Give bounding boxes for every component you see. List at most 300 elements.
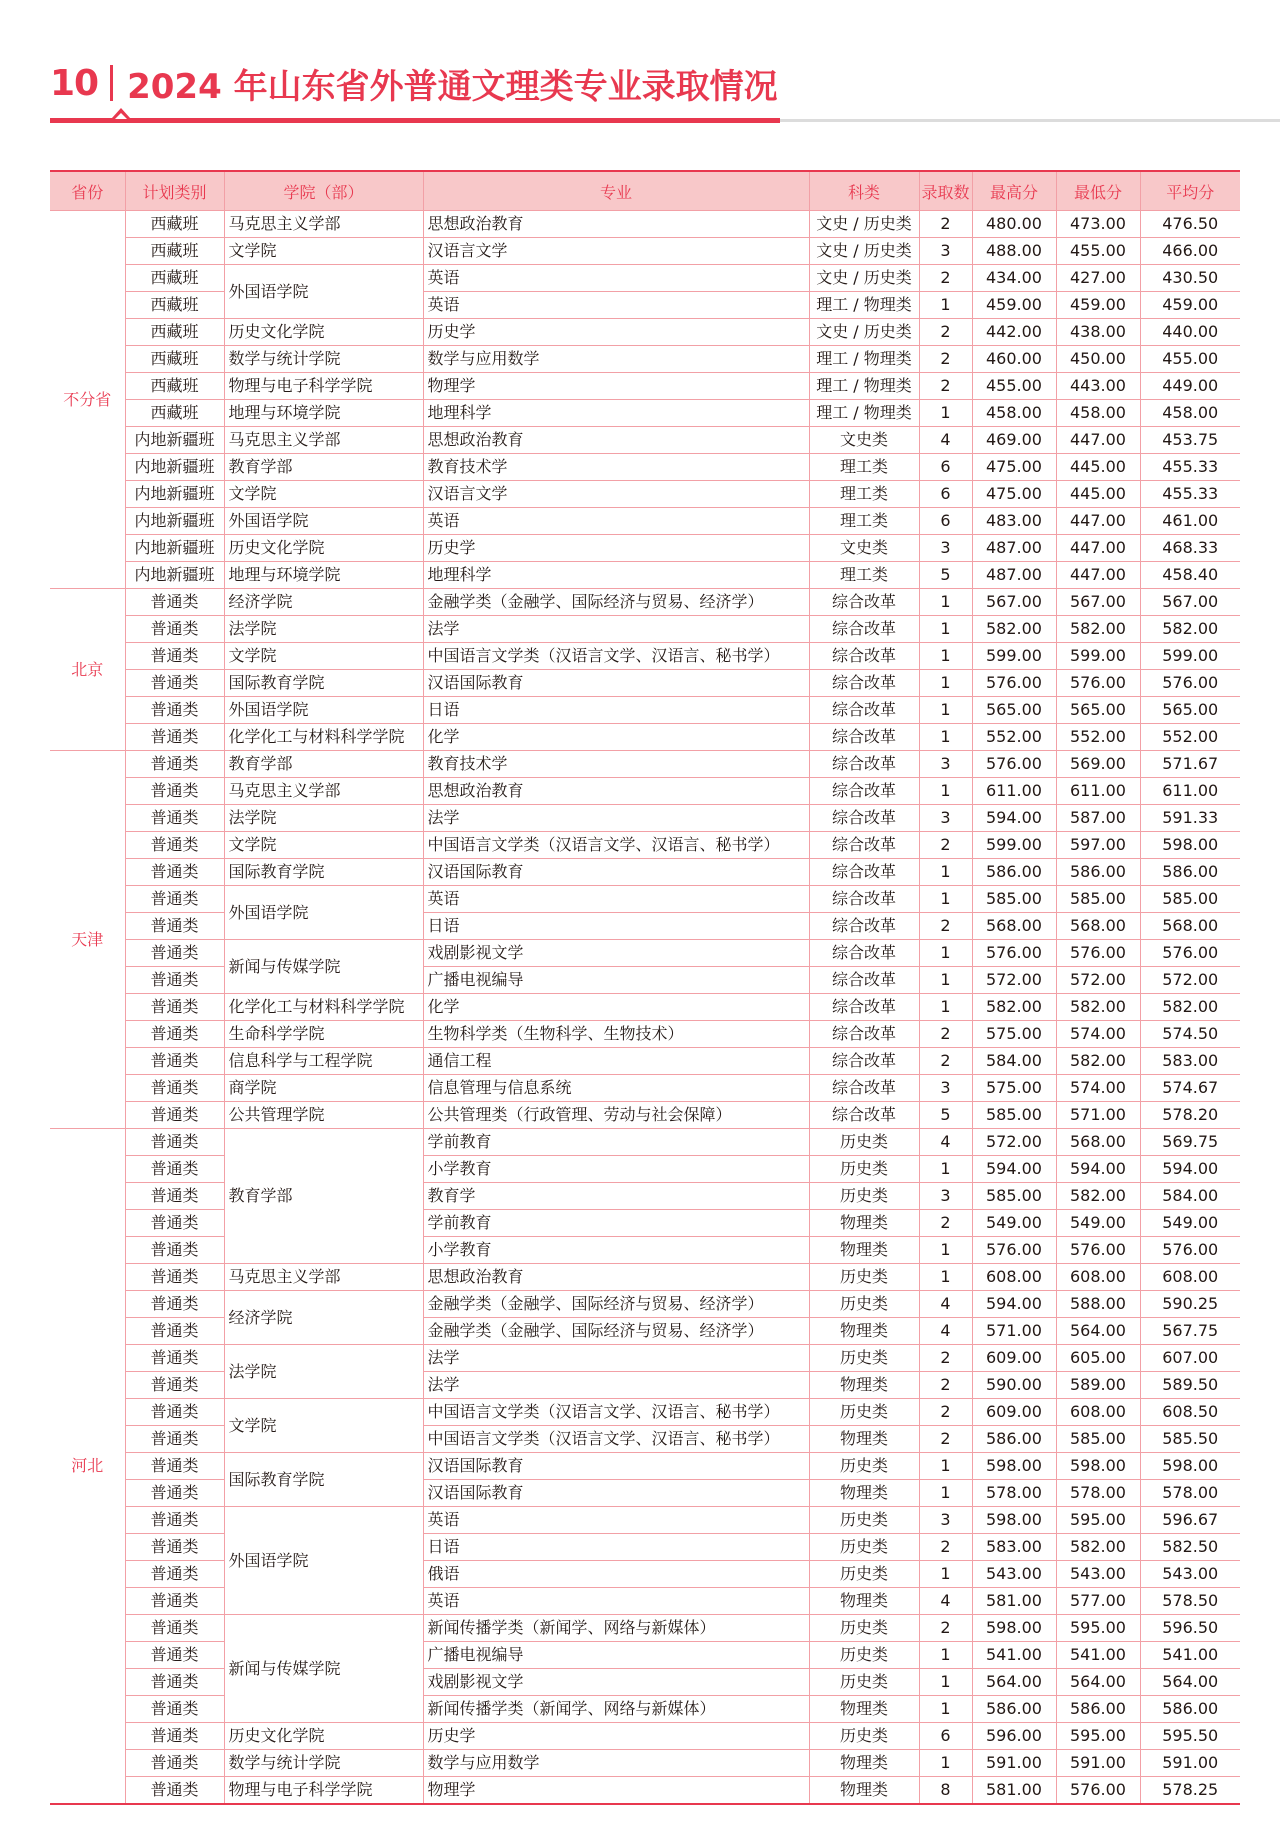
cell-college: 历史文化学院: [224, 319, 423, 346]
cell-college: 化学化工与材料科学学院: [224, 724, 423, 751]
cell-avg-score: 608.50: [1140, 1399, 1240, 1426]
cell-admitted-count: 2: [919, 1615, 972, 1642]
cell-major: 金融学类（金融学、国际经济与贸易、经济学）: [423, 1291, 809, 1318]
cell-max-score: 571.00: [972, 1318, 1056, 1345]
cell-max-score: 469.00: [972, 427, 1056, 454]
cell-admitted-count: 1: [919, 1669, 972, 1696]
cell-admitted-count: 2: [919, 346, 972, 373]
cell-subject-category: 文史 / 历史类: [809, 238, 919, 265]
cell-subject-category: 理工类: [809, 481, 919, 508]
column-header-province: 省份: [50, 171, 125, 211]
cell-plan-type: 普通类: [125, 616, 224, 643]
cell-admitted-count: 1: [919, 1453, 972, 1480]
cell-admitted-count: 1: [919, 697, 972, 724]
cell-max-score: 583.00: [972, 1534, 1056, 1561]
cell-subject-category: 历史类: [809, 1723, 919, 1750]
cell-avg-score: 591.33: [1140, 805, 1240, 832]
cell-min-score: 459.00: [1056, 292, 1140, 319]
cell-max-score: 483.00: [972, 508, 1056, 535]
cell-avg-score: 594.00: [1140, 1156, 1240, 1183]
table-row: [50, 535, 1240, 562]
cell-plan-type: 西藏班: [125, 319, 224, 346]
cell-subject-category: 物理类: [809, 1696, 919, 1723]
cell-subject-category: 文史类: [809, 427, 919, 454]
cell-min-score: 447.00: [1056, 535, 1140, 562]
cell-major: 戏剧影视文学: [423, 940, 809, 967]
cell-max-score: 576.00: [972, 940, 1056, 967]
cell-min-score: 564.00: [1056, 1318, 1140, 1345]
cell-admitted-count: 3: [919, 1183, 972, 1210]
cell-avg-score: 596.67: [1140, 1507, 1240, 1534]
cell-college: 马克思主义学部: [224, 778, 423, 805]
cell-max-score: 552.00: [972, 724, 1056, 751]
cell-plan-type: 普通类: [125, 1345, 224, 1372]
cell-college: 外国语学院: [224, 1507, 423, 1615]
cell-max-score: 585.00: [972, 1183, 1056, 1210]
cell-admitted-count: 1: [919, 778, 972, 805]
cell-admitted-count: 1: [919, 400, 972, 427]
cell-avg-score: 598.00: [1140, 1453, 1240, 1480]
cell-plan-type: 普通类: [125, 1480, 224, 1507]
cell-avg-score: 595.50: [1140, 1723, 1240, 1750]
cell-major: 日语: [423, 1534, 809, 1561]
cell-college: 教育学部: [224, 454, 423, 481]
cell-admitted-count: 2: [919, 913, 972, 940]
cell-subject-category: 综合改革: [809, 994, 919, 1021]
cell-avg-score: 582.50: [1140, 1534, 1240, 1561]
table-row: [50, 427, 1240, 454]
cell-max-score: 609.00: [972, 1345, 1056, 1372]
cell-max-score: 564.00: [972, 1669, 1056, 1696]
cell-major: 英语: [423, 1588, 809, 1615]
cell-max-score: 582.00: [972, 616, 1056, 643]
cell-min-score: 450.00: [1056, 346, 1140, 373]
table-row: [50, 1750, 1240, 1777]
cell-admitted-count: 1: [919, 1561, 972, 1588]
cell-max-score: 611.00: [972, 778, 1056, 805]
cell-avg-score: 564.00: [1140, 1669, 1240, 1696]
cell-max-score: 586.00: [972, 1426, 1056, 1453]
cell-avg-score: 607.00: [1140, 1345, 1240, 1372]
cell-subject-category: 综合改革: [809, 886, 919, 913]
cell-province: 北京: [50, 589, 125, 751]
cell-subject-category: 综合改革: [809, 1075, 919, 1102]
cell-min-score: 447.00: [1056, 562, 1140, 589]
cell-max-score: 480.00: [972, 211, 1056, 238]
cell-admitted-count: 1: [919, 1642, 972, 1669]
cell-plan-type: 普通类: [125, 832, 224, 859]
header-underline-grey: [780, 119, 1280, 122]
cell-plan-type: 普通类: [125, 913, 224, 940]
cell-admitted-count: 5: [919, 562, 972, 589]
cell-subject-category: 综合改革: [809, 1102, 919, 1129]
cell-avg-score: 458.40: [1140, 562, 1240, 589]
table-row: [50, 400, 1240, 427]
cell-college: 新闻与传媒学院: [224, 1615, 423, 1723]
cell-subject-category: 历史类: [809, 1156, 919, 1183]
cell-subject-category: 综合改革: [809, 724, 919, 751]
cell-admitted-count: 2: [919, 1210, 972, 1237]
cell-plan-type: 内地新疆班: [125, 562, 224, 589]
cell-subject-category: 综合改革: [809, 751, 919, 778]
cell-admitted-count: 3: [919, 1507, 972, 1534]
cell-major: 通信工程: [423, 1048, 809, 1075]
cell-plan-type: 普通类: [125, 1075, 224, 1102]
cell-major: 思想政治教育: [423, 427, 809, 454]
table-row: [50, 805, 1240, 832]
cell-min-score: 473.00: [1056, 211, 1140, 238]
cell-major: 生物科学类（生物科学、生物技术）: [423, 1021, 809, 1048]
cell-avg-score: 576.00: [1140, 940, 1240, 967]
table-row: [50, 1453, 1240, 1480]
cell-admitted-count: 2: [919, 832, 972, 859]
cell-subject-category: 综合改革: [809, 616, 919, 643]
cell-avg-score: 459.00: [1140, 292, 1240, 319]
table-row: [50, 724, 1240, 751]
admissions-table: [50, 170, 1240, 1805]
cell-college: 地理与环境学院: [224, 400, 423, 427]
cell-min-score: 455.00: [1056, 238, 1140, 265]
cell-major: 英语: [423, 265, 809, 292]
header-underline-red: [50, 118, 780, 123]
cell-plan-type: 普通类: [125, 1264, 224, 1291]
cell-avg-score: 591.00: [1140, 1750, 1240, 1777]
cell-major: 思想政治教育: [423, 1264, 809, 1291]
cell-subject-category: 历史类: [809, 1399, 919, 1426]
table-row: [50, 1777, 1240, 1805]
cell-min-score: 447.00: [1056, 508, 1140, 535]
cell-avg-score: 574.67: [1140, 1075, 1240, 1102]
cell-college: 商学院: [224, 1075, 423, 1102]
cell-admitted-count: 2: [919, 1372, 972, 1399]
cell-admitted-count: 2: [919, 1021, 972, 1048]
table-row: [50, 1264, 1240, 1291]
cell-avg-score: 584.00: [1140, 1183, 1240, 1210]
cell-max-score: 584.00: [972, 1048, 1056, 1075]
cell-max-score: 581.00: [972, 1777, 1056, 1805]
cell-subject-category: 综合改革: [809, 805, 919, 832]
cell-admitted-count: 2: [919, 1345, 972, 1372]
cell-max-score: 475.00: [972, 454, 1056, 481]
cell-major: 数学与应用数学: [423, 1750, 809, 1777]
cell-subject-category: 理工 / 物理类: [809, 346, 919, 373]
table-row: [50, 859, 1240, 886]
cell-min-score: 549.00: [1056, 1210, 1140, 1237]
cell-min-score: 589.00: [1056, 1372, 1140, 1399]
cell-min-score: 571.00: [1056, 1102, 1140, 1129]
cell-major: 历史学: [423, 1723, 809, 1750]
cell-admitted-count: 4: [919, 1291, 972, 1318]
cell-min-score: 587.00: [1056, 805, 1140, 832]
cell-plan-type: 普通类: [125, 805, 224, 832]
cell-major: 广播电视编导: [423, 1642, 809, 1669]
cell-admitted-count: 3: [919, 805, 972, 832]
cell-avg-score: 567.75: [1140, 1318, 1240, 1345]
cell-subject-category: 物理类: [809, 1318, 919, 1345]
cell-min-score: 594.00: [1056, 1156, 1140, 1183]
cell-major: 法学: [423, 1345, 809, 1372]
cell-plan-type: 内地新疆班: [125, 427, 224, 454]
cell-plan-type: 普通类: [125, 1210, 224, 1237]
table-row: [50, 670, 1240, 697]
cell-subject-category: 物理类: [809, 1480, 919, 1507]
cell-avg-score: 598.00: [1140, 832, 1240, 859]
cell-major: 思想政治教育: [423, 778, 809, 805]
cell-province: 不分省: [50, 211, 125, 589]
cell-plan-type: 普通类: [125, 1399, 224, 1426]
cell-subject-category: 理工 / 物理类: [809, 400, 919, 427]
table-row: [50, 1507, 1240, 1534]
cell-subject-category: 历史类: [809, 1507, 919, 1534]
cell-major: 教育技术学: [423, 751, 809, 778]
cell-plan-type: 普通类: [125, 1183, 224, 1210]
table-body: [50, 211, 1240, 1805]
cell-college: 生命科学学院: [224, 1021, 423, 1048]
cell-avg-score: 590.25: [1140, 1291, 1240, 1318]
cell-major: 戏剧影视文学: [423, 1669, 809, 1696]
cell-subject-category: 物理类: [809, 1777, 919, 1805]
table-row: [50, 886, 1240, 913]
cell-max-score: 565.00: [972, 697, 1056, 724]
cell-avg-score: 583.00: [1140, 1048, 1240, 1075]
cell-college: 文学院: [224, 1399, 423, 1453]
cell-admitted-count: 1: [919, 859, 972, 886]
cell-avg-score: 568.00: [1140, 913, 1240, 940]
cell-admitted-count: 3: [919, 535, 972, 562]
cell-min-score: 427.00: [1056, 265, 1140, 292]
cell-major: 公共管理类（行政管理、劳动与社会保障）: [423, 1102, 809, 1129]
cell-max-score: 576.00: [972, 751, 1056, 778]
cell-min-score: 552.00: [1056, 724, 1140, 751]
cell-major: 中国语言文学类（汉语言文学、汉语言、秘书学）: [423, 1399, 809, 1426]
cell-subject-category: 理工类: [809, 508, 919, 535]
cell-min-score: 582.00: [1056, 1534, 1140, 1561]
cell-subject-category: 物理类: [809, 1372, 919, 1399]
cell-min-score: 438.00: [1056, 319, 1140, 346]
cell-plan-type: 普通类: [125, 1426, 224, 1453]
cell-subject-category: 历史类: [809, 1642, 919, 1669]
cell-college: 新闻与传媒学院: [224, 940, 423, 994]
cell-plan-type: 普通类: [125, 1588, 224, 1615]
cell-admitted-count: 2: [919, 1048, 972, 1075]
cell-major: 汉语言文学: [423, 481, 809, 508]
cell-admitted-count: 6: [919, 1723, 972, 1750]
cell-plan-type: 内地新疆班: [125, 454, 224, 481]
table-row: [50, 940, 1240, 967]
cell-max-score: 586.00: [972, 1696, 1056, 1723]
cell-subject-category: 文史 / 历史类: [809, 265, 919, 292]
cell-plan-type: 普通类: [125, 1291, 224, 1318]
cell-avg-score: 565.00: [1140, 697, 1240, 724]
table-row: [50, 319, 1240, 346]
cell-avg-score: 586.00: [1140, 859, 1240, 886]
cell-plan-type: 普通类: [125, 1750, 224, 1777]
cell-college: 外国语学院: [224, 265, 423, 319]
cell-major: 学前教育: [423, 1210, 809, 1237]
cell-admitted-count: 1: [919, 292, 972, 319]
cell-avg-score: 608.00: [1140, 1264, 1240, 1291]
cell-admitted-count: 1: [919, 724, 972, 751]
cell-min-score: 608.00: [1056, 1399, 1140, 1426]
cell-subject-category: 历史类: [809, 1183, 919, 1210]
table-row: [50, 346, 1240, 373]
cell-avg-score: 458.00: [1140, 400, 1240, 427]
header-notch-inner: [115, 113, 127, 119]
cell-plan-type: 普通类: [125, 1453, 224, 1480]
cell-min-score: 595.00: [1056, 1723, 1140, 1750]
cell-plan-type: 西藏班: [125, 265, 224, 292]
cell-max-score: 543.00: [972, 1561, 1056, 1588]
cell-min-score: 576.00: [1056, 670, 1140, 697]
cell-min-score: 595.00: [1056, 1507, 1140, 1534]
cell-major: 汉语国际教育: [423, 859, 809, 886]
cell-subject-category: 综合改革: [809, 913, 919, 940]
cell-subject-category: 综合改革: [809, 967, 919, 994]
column-header-college: 学院（部）: [224, 171, 423, 211]
cell-max-score: 572.00: [972, 1129, 1056, 1156]
cell-college: 地理与环境学院: [224, 562, 423, 589]
table-row: [50, 697, 1240, 724]
cell-min-score: 541.00: [1056, 1642, 1140, 1669]
cell-subject-category: 理工类: [809, 562, 919, 589]
cell-major: 历史学: [423, 319, 809, 346]
cell-admitted-count: 5: [919, 1102, 972, 1129]
cell-plan-type: 普通类: [125, 1561, 224, 1588]
cell-admitted-count: 2: [919, 211, 972, 238]
cell-max-score: 598.00: [972, 1507, 1056, 1534]
cell-college: 法学院: [224, 1345, 423, 1399]
cell-min-score: 572.00: [1056, 967, 1140, 994]
cell-plan-type: 普通类: [125, 1534, 224, 1561]
cell-college: 马克思主义学部: [224, 427, 423, 454]
cell-subject-category: 综合改革: [809, 832, 919, 859]
cell-subject-category: 物理类: [809, 1210, 919, 1237]
cell-admitted-count: 2: [919, 265, 972, 292]
column-header-max-score: 最高分: [972, 171, 1056, 211]
cell-college: 外国语学院: [224, 886, 423, 940]
cell-college: 数学与统计学院: [224, 1750, 423, 1777]
cell-admitted-count: 2: [919, 1399, 972, 1426]
cell-min-score: 576.00: [1056, 1777, 1140, 1805]
cell-max-score: 598.00: [972, 1615, 1056, 1642]
cell-max-score: 488.00: [972, 238, 1056, 265]
cell-avg-score: 552.00: [1140, 724, 1240, 751]
cell-subject-category: 综合改革: [809, 697, 919, 724]
cell-avg-score: 455.00: [1140, 346, 1240, 373]
table-row: [50, 508, 1240, 535]
table-row: [50, 1723, 1240, 1750]
cell-min-score: 597.00: [1056, 832, 1140, 859]
cell-major: 英语: [423, 508, 809, 535]
cell-major: 信息管理与信息系统: [423, 1075, 809, 1102]
cell-admitted-count: 8: [919, 1777, 972, 1805]
cell-admitted-count: 6: [919, 454, 972, 481]
cell-college: 马克思主义学部: [224, 1264, 423, 1291]
cell-subject-category: 综合改革: [809, 670, 919, 697]
cell-college: 信息科学与工程学院: [224, 1048, 423, 1075]
cell-subject-category: 历史类: [809, 1534, 919, 1561]
cell-college: 外国语学院: [224, 508, 423, 535]
cell-plan-type: 普通类: [125, 589, 224, 616]
table-row: [50, 1021, 1240, 1048]
cell-min-score: 443.00: [1056, 373, 1140, 400]
cell-min-score: 582.00: [1056, 1183, 1140, 1210]
cell-max-score: 599.00: [972, 643, 1056, 670]
cell-avg-score: 576.00: [1140, 670, 1240, 697]
cell-max-score: 460.00: [972, 346, 1056, 373]
cell-max-score: 609.00: [972, 1399, 1056, 1426]
cell-subject-category: 历史类: [809, 1345, 919, 1372]
cell-major: 俄语: [423, 1561, 809, 1588]
cell-college: 教育学部: [224, 751, 423, 778]
cell-plan-type: 普通类: [125, 751, 224, 778]
table-row: [50, 643, 1240, 670]
cell-college: 经济学院: [224, 589, 423, 616]
cell-college: 马克思主义学部: [224, 211, 423, 238]
cell-plan-type: 普通类: [125, 1129, 224, 1156]
cell-major: 学前教育: [423, 1129, 809, 1156]
cell-min-score: 564.00: [1056, 1669, 1140, 1696]
cell-admitted-count: 4: [919, 1318, 972, 1345]
cell-max-score: 572.00: [972, 967, 1056, 994]
table-row: [50, 994, 1240, 1021]
cell-subject-category: 历史类: [809, 1291, 919, 1318]
cell-min-score: 582.00: [1056, 1048, 1140, 1075]
cell-plan-type: 西藏班: [125, 292, 224, 319]
cell-plan-type: 普通类: [125, 1642, 224, 1669]
cell-avg-score: 578.50: [1140, 1588, 1240, 1615]
cell-plan-type: 普通类: [125, 1507, 224, 1534]
cell-min-score: 574.00: [1056, 1075, 1140, 1102]
cell-avg-score: 461.00: [1140, 508, 1240, 535]
cell-max-score: 586.00: [972, 859, 1056, 886]
cell-plan-type: 普通类: [125, 1615, 224, 1642]
cell-plan-type: 普通类: [125, 994, 224, 1021]
cell-major: 化学: [423, 994, 809, 1021]
cell-avg-score: 440.00: [1140, 319, 1240, 346]
cell-avg-score: 569.75: [1140, 1129, 1240, 1156]
cell-major: 法学: [423, 1372, 809, 1399]
cell-major: 汉语国际教育: [423, 670, 809, 697]
page-title: 2024 年山东省外普通文理类专业录取情况: [127, 66, 778, 107]
cell-min-score: 586.00: [1056, 1696, 1140, 1723]
cell-max-score: 575.00: [972, 1021, 1056, 1048]
table-row: [50, 1291, 1240, 1318]
cell-avg-score: 574.50: [1140, 1021, 1240, 1048]
table-row: [50, 454, 1240, 481]
cell-plan-type: 西藏班: [125, 400, 224, 427]
column-header-plan-type: 计划类别: [125, 171, 224, 211]
cell-plan-type: 西藏班: [125, 346, 224, 373]
cell-avg-score: 541.00: [1140, 1642, 1240, 1669]
column-header-avg-score: 平均分: [1140, 171, 1240, 211]
cell-avg-score: 578.20: [1140, 1102, 1240, 1129]
cell-max-score: 459.00: [972, 292, 1056, 319]
cell-max-score: 541.00: [972, 1642, 1056, 1669]
cell-admitted-count: 1: [919, 886, 972, 913]
cell-college: 化学化工与材料科学学院: [224, 994, 423, 1021]
cell-major: 小学教育: [423, 1156, 809, 1183]
cell-college: 国际教育学院: [224, 859, 423, 886]
cell-min-score: 598.00: [1056, 1453, 1140, 1480]
header-title-line: [50, 55, 778, 111]
cell-plan-type: 普通类: [125, 1048, 224, 1075]
title-divider: [110, 65, 113, 101]
table-row: [50, 1615, 1240, 1642]
cell-admitted-count: 2: [919, 1426, 972, 1453]
cell-subject-category: 历史类: [809, 1669, 919, 1696]
cell-subject-category: 综合改革: [809, 1021, 919, 1048]
